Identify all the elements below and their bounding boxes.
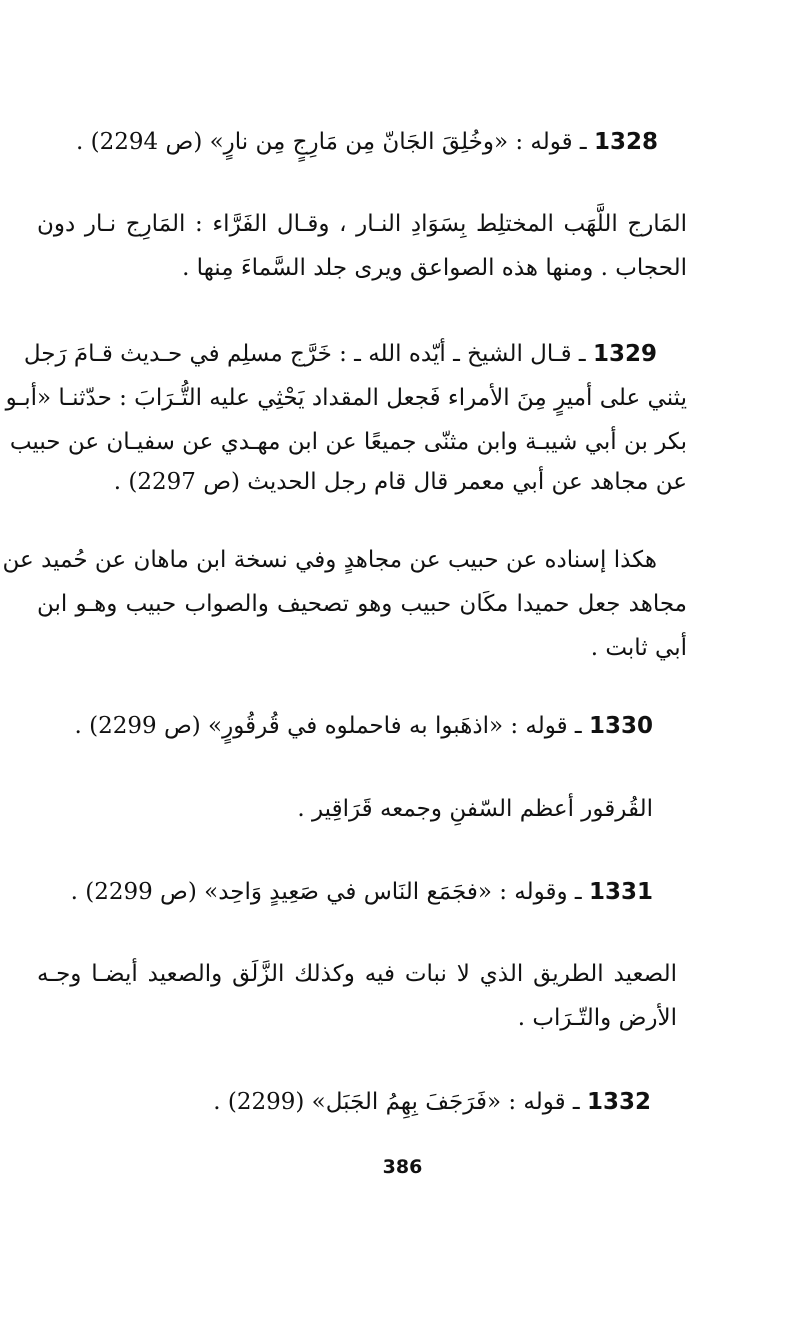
heading-text: ـ قوله : «فَرَجَفَ بِهِمُ الجَبَل» (2299) . xyxy=(213,1089,580,1115)
paragraph-line: الأرض والتّـرَاب . xyxy=(517,1005,677,1031)
entry-1328-heading xyxy=(76,128,658,158)
paragraph-line: عن مجاهد عن أبي معمر قال قام رجل الحديث (ص 2297) . xyxy=(113,469,687,495)
heading-text: ـ قوله : «اذهَبوا به فاحملوه في قُرقُورٍ» (ص 2299) . xyxy=(74,713,582,739)
paragraph-line: الصعيد الطريق الذي لا نبات فيه وكذلك الزَّلَق والصعيد أيضـا وجـه xyxy=(37,961,677,987)
heading-text: ـ قوله : «وخُلِقَ الجَانّ مِن مَارِجٍ مِن نارٍ» (ص 2294) . xyxy=(76,129,587,155)
heading-text: ـ قـال الشيخ ـ أيّده الله ـ : خَرَّج مسلِم في حـديث قـامَ رَجل xyxy=(23,341,586,367)
paragraph-line: القُرقور أعظم السّفنِ وجمعه قَرَاقِير . xyxy=(297,796,653,822)
entry-number: 1332 xyxy=(586,1089,651,1115)
entry-number: 1330 xyxy=(588,713,653,739)
entry-number: 1329 xyxy=(592,341,657,367)
paragraph-line: أبي ثابت . xyxy=(590,635,687,661)
paragraph-line: مجاهد جعل حميدا مكَان حبيب وهو تصحيف والصواب حبيب وهـو ابن xyxy=(37,591,687,617)
entry-number: 1328 xyxy=(593,129,658,155)
entry-1329-heading xyxy=(23,340,657,370)
paragraph-line: بكر بن أبي شيبـة وابن مثنّى جميعًا عن ابن مهـدي عن سفيـان عن حبيب xyxy=(9,429,687,455)
paragraph-line: المَارج اللَّهَب المختلِط بِسَوَادِ النـار ، وقـال الفَرَّاء : المَارِج نـار دون xyxy=(37,211,687,237)
paragraph-line: يثني على أميرٍ مِنَ الأمراء فَجعل المقداد يَحْثِي عليه التُّـرَابَ : حدّثنـا «أبـو xyxy=(5,385,687,411)
entry-number: 1331 xyxy=(588,879,653,905)
heading-text: ـ وقوله : «فجَمَع النَاس في صَعِيدٍ وَاحِد» (ص 2299) . xyxy=(70,879,582,905)
entry-1330-heading xyxy=(74,712,653,742)
paragraph-line: الحجاب . ومنها هذه الصواعق ويرى جلد السَّماءَ مِنها . xyxy=(182,255,687,281)
paragraph-line: هكذا إسناده عن حبيب عن مجاهدٍ وفي نسخة ابن ماهان عن حُميد عن xyxy=(2,547,657,573)
page-number: 386 xyxy=(382,1156,423,1178)
entry-1332-heading xyxy=(213,1088,651,1118)
entry-1331-heading xyxy=(71,878,653,908)
